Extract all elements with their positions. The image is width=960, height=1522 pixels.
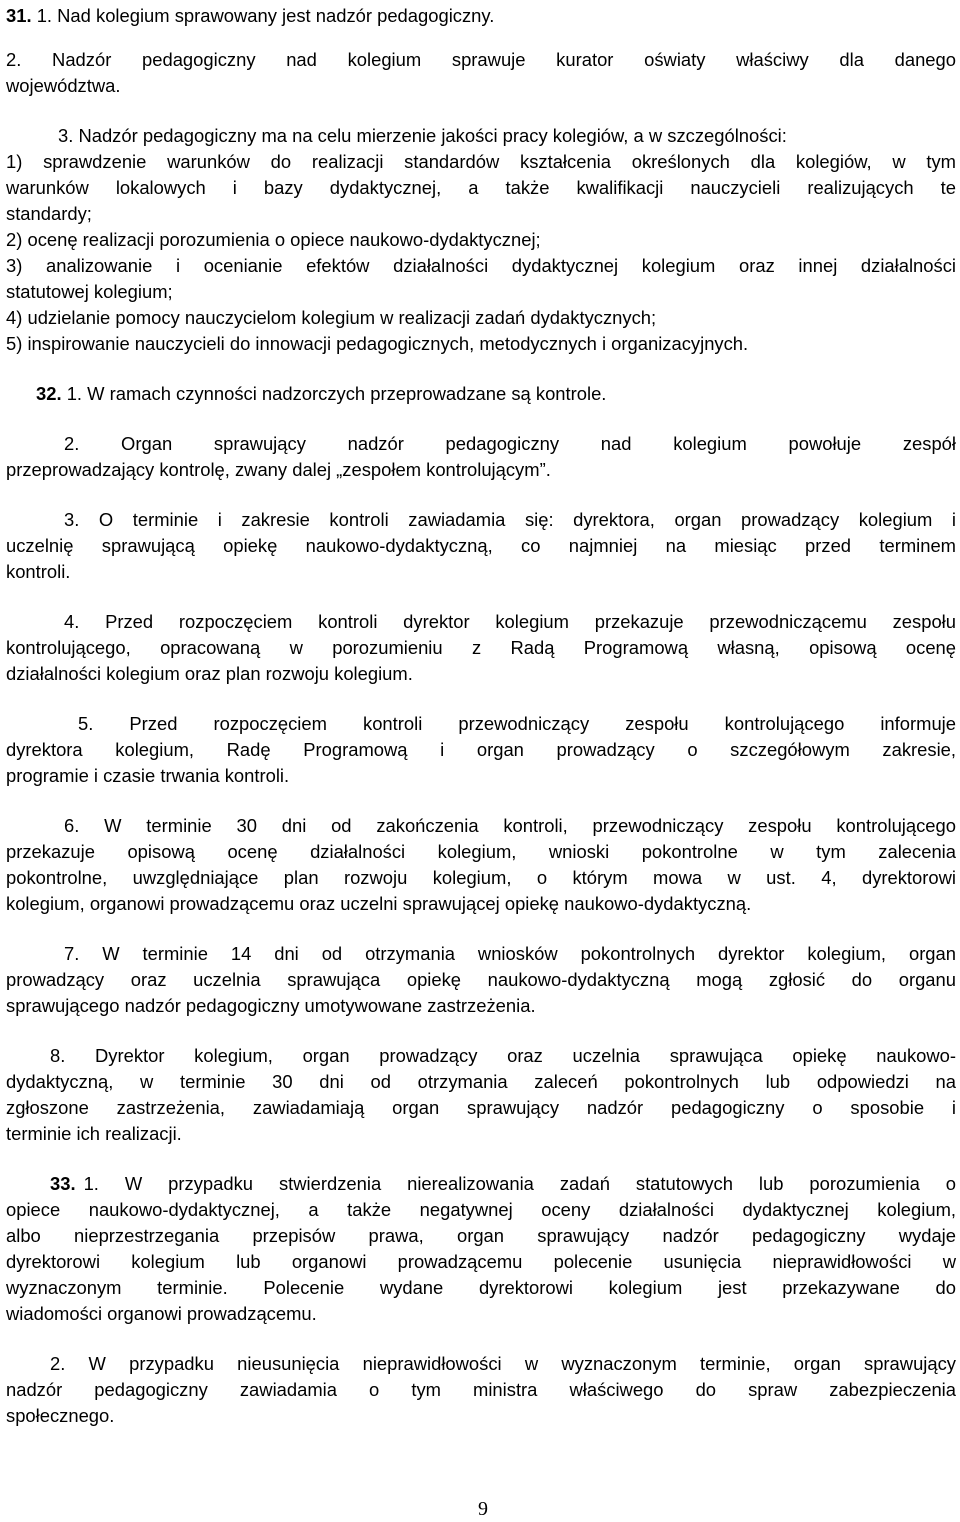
list-item-5: 5) inspirowanie nauczycieli do innowacji pedagogicznych, metodycznych i organizacyjnych. <box>6 333 749 354</box>
paragraph-31-3-intro: 3. Nadzór pedagogiczny ma na celu mierzenie jakości pracy kolegiów, a w szczególności: <box>58 125 787 146</box>
paragraph-32-2-line-2: przeprowadzający kontrolę, zwany dalej „zespołem kontrolującym”. <box>6 459 551 480</box>
paragraph-32-3-line-1: 3. O terminie i zakresie kontroli zawiadamia się: dyrektora, organ prowadzący kolegium i <box>64 509 956 530</box>
section-number-31: 31. <box>6 5 32 26</box>
paragraph-33-1-line-6: wiadomości organowi prowadzącemu. <box>6 1303 317 1324</box>
list-item-1-line-3: standardy; <box>6 203 92 224</box>
paragraph-text: 1. W ramach czynności nadzorczych przeprowadzane są kontrole. <box>66 383 607 404</box>
paragraph-31-2-line-1: 2. Nadzór pedagogiczny nad kolegium sprawuje kurator oświaty właściwy dla danego <box>6 49 956 70</box>
paragraph-text: 1. W przypadku stwierdzenia nierealizowania zadań statutowych lub porozumienia o <box>83 1173 956 1194</box>
paragraph-33-2-line-3: społecznego. <box>6 1405 115 1426</box>
paragraph-32-6-line-1: 6. W terminie 30 dni od zakończenia kontroli, przewodniczący zespołu kontrolującego <box>64 815 956 836</box>
paragraph-32-5-line-3: programie i czasie trwania kontroli. <box>6 765 290 786</box>
paragraph-32-7-line-2: prowadzący oraz uczelnia sprawująca opiekę naukowo-dydaktyczną mogą zgłosić do organu <box>6 969 956 990</box>
section-number-33: 33. <box>50 1173 76 1194</box>
document-page <box>6 0 956 1522</box>
paragraph-32-6-line-2: przekazuje opisową ocenę działalności kolegium, wnioski pokontrolne w tym zalecenia <box>6 841 956 862</box>
list-item-1-line-2: warunków lokalowych i bazy dydaktycznej, a także kwalifikacji nauczycieli realizujących te <box>6 177 956 198</box>
paragraph-32-2-line-1: 2. Organ sprawujący nadzór pedagogiczny nad kolegium powołuje zespół <box>64 433 956 454</box>
paragraph-31-1 <box>6 4 494 28</box>
paragraph-33-1-line-5: wyznaczonym terminie. Polecenie wydane dyrektorowi kolegium jest przekazywane do <box>6 1277 956 1298</box>
paragraph-33-1-line-3: albo nieprzestrzegania przepisów prawa, organ sprawujący nadzór pedagogiczny wydaje <box>6 1225 956 1246</box>
paragraph-33-1-line-1 <box>50 1172 956 1196</box>
paragraph-31-2-line-2: województwa. <box>6 75 121 96</box>
paragraph-32-7-line-3: sprawującego nadzór pedagogiczny umotywowane zastrzeżenia. <box>6 995 536 1016</box>
paragraph-32-5-line-2: dyrektora kolegium, Radę Programową i organ prowadzący o szczegółowym zakresie, <box>6 739 956 760</box>
paragraph-32-4-line-1: 4. Przed rozpoczęciem kontroli dyrektor kolegium przekazuje przewodniczącemu zespołu <box>64 611 956 632</box>
paragraph-32-6-line-3: pokontrolne, uwzględniające plan rozwoju kolegium, o którym mowa w ust. 4, dyrektorowi <box>6 867 956 888</box>
paragraph-32-4-line-2: kontrolującego, opracowaną w porozumieniu z Radą Programową własną, opisową ocenę <box>6 637 956 658</box>
paragraph-32-4-line-3: działalności kolegium oraz plan rozwoju kolegium. <box>6 663 413 684</box>
section-number-32: 32. <box>36 383 62 404</box>
paragraph-32-3-line-3: kontroli. <box>6 561 71 582</box>
paragraph-32-8-line-3: zgłoszone zastrzeżenia, zawiadamiają organ sprawujący nadzór pedagogiczny o sposobie i <box>6 1097 956 1118</box>
paragraph-text: 1. Nad kolegium sprawowany jest nadzór pedagogiczny. <box>36 5 495 26</box>
list-item-3-line-2: statutowej kolegium; <box>6 281 173 302</box>
list-item-2: 2) ocenę realizacji porozumienia o opiece naukowo-dydaktycznej; <box>6 229 541 250</box>
paragraph-32-8-line-1: 8. Dyrektor kolegium, organ prowadzący oraz uczelnia sprawująca opiekę naukowo- <box>50 1045 956 1066</box>
paragraph-32-5-line-1: 5. Przed rozpoczęciem kontroli przewodniczący zespołu kontrolującego informuje <box>78 713 956 734</box>
paragraph-32-8-line-4: terminie ich realizacji. <box>6 1123 182 1144</box>
list-item-4: 4) udzielanie pomocy nauczycielom kolegium w realizacji zadań dydaktycznych; <box>6 307 657 328</box>
list-item-1-line-1: 1) sprawdzenie warunków do realizacji standardów kształcenia określonych dla kolegiów, w tym <box>6 151 956 172</box>
paragraph-33-2-line-1: 2. W przypadku nieusunięcia nieprawidłowości w wyznaczonym terminie, organ sprawujący <box>50 1353 956 1374</box>
paragraph-32-3-line-2: uczelnię sprawującą opiekę naukowo-dydaktyczną, co najmniej na miesiąc przed terminem <box>6 535 956 556</box>
paragraph-33-1-line-4: dyrektorowi kolegium lub organowi prowadzącemu polecenie usunięcia nieprawidłowości w <box>6 1251 956 1272</box>
paragraph-32-8-line-2: dydaktyczną, w terminie 30 dni od otrzymania zaleceń pokontrolnych lub odpowiedzi na <box>6 1071 956 1092</box>
paragraph-32-1 <box>36 382 606 406</box>
paragraph-32-7-line-1: 7. W terminie 14 dni od otrzymania wniosków pokontrolnych dyrektor kolegium, organ <box>64 943 956 964</box>
paragraph-32-6-line-4: kolegium, organowi prowadzącemu oraz uczelni sprawującej opiekę naukowo-dydaktyczną. <box>6 893 752 914</box>
page-number: 9 <box>478 1498 488 1520</box>
paragraph-33-1-line-2: opiece naukowo-dydaktycznej, a także negatywnej oceny działalności dydaktycznej kolegium, <box>6 1199 956 1220</box>
list-item-3-line-1: 3) analizowanie i ocenianie efektów działalności dydaktycznej kolegium oraz innej działalności <box>6 255 956 276</box>
paragraph-33-2-line-2: nadzór pedagogiczny zawiadamia o tym ministra właściwego do spraw zabezpieczenia <box>6 1379 956 1400</box>
